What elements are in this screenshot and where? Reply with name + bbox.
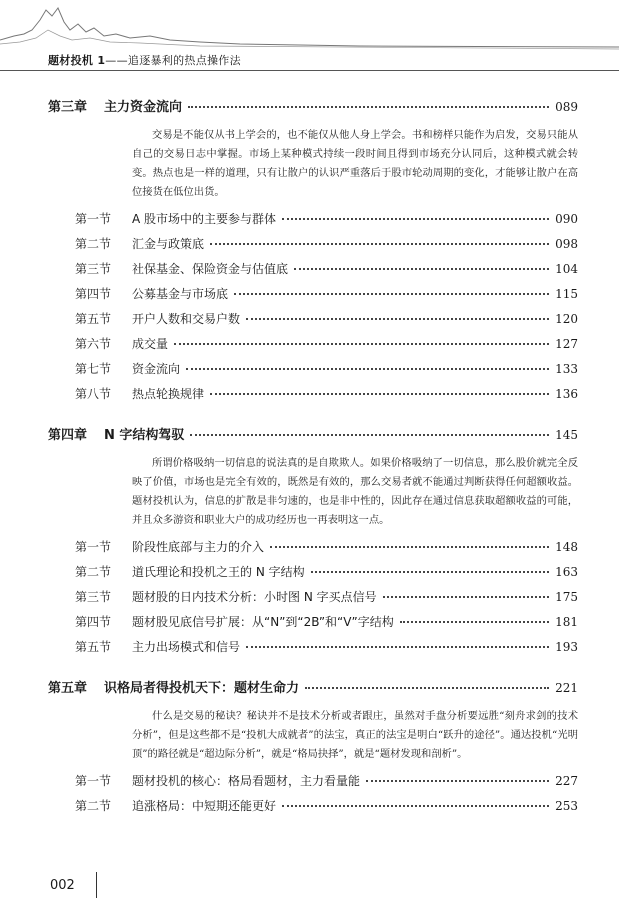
- chapter-entry[interactable]: [48, 677, 578, 701]
- chapter-number: 第三章: [48, 100, 88, 115]
- dot-leader: [174, 343, 549, 345]
- section-entry[interactable]: [48, 538, 578, 563]
- section-title: 题材股的日内技术分析：小时图 N 字买点信号: [132, 590, 377, 604]
- header-rule: [0, 70, 619, 71]
- chapter-title: N 字结构驾驭: [104, 428, 185, 443]
- section-page: 090: [555, 212, 578, 226]
- section-page: 175: [555, 590, 578, 604]
- section-entry[interactable]: [48, 310, 578, 335]
- section-title: 社保基金、保险资金与估值底: [132, 262, 289, 276]
- section-number: 第一节: [75, 212, 112, 226]
- section-page: 148: [555, 540, 578, 554]
- section-page: 163: [555, 565, 578, 579]
- chapter-number: 第五章: [48, 681, 88, 696]
- section-title: 热点轮换规律: [132, 387, 205, 401]
- section-entry[interactable]: [48, 385, 578, 410]
- chapter-intro: 所谓价格吸纳一切信息的说法真的是自欺欺人。如果价格吸纳了一切信息，那么股价就完全反映了价值，市场也是完全有效的，既然是有效的，那么交易者就不能通过判断获得任何超额收益。题材投机认为，信息的扩散是非匀速的，也是非中性的，因此存在通过信息获取超额收益的可能，并且众多游资和职业大户的成功经历也一再表明这一点。: [132, 457, 578, 526]
- section-entry[interactable]: [48, 235, 578, 260]
- running-header: [48, 52, 241, 68]
- section-title: 汇金与政策底: [132, 237, 205, 251]
- page-number: 002: [50, 878, 75, 893]
- dot-leader: [400, 621, 549, 623]
- chapter-intro: 交易是不能仅从书上学会的，也不能仅从他人身上学会。书和榜样只能作为启发，交易只能从自己的交易日志中掌握。市场上某种模式持续一段时间且得到市场充分认同后，这种模式就会转变。热点也是一样的道理，只有让散户的认识严重落后于股市轮动周期的变化，才能够让散户在高位接货在低位出货。: [132, 129, 578, 198]
- section-number: 第一节: [75, 774, 112, 788]
- dot-leader: [305, 687, 549, 689]
- dot-leader: [186, 368, 549, 370]
- section-title: 资金流向: [132, 362, 181, 376]
- section-number: 第二节: [75, 799, 112, 813]
- section-page: 115: [555, 287, 578, 301]
- section-entry[interactable]: [48, 335, 578, 360]
- section-page: 136: [555, 387, 578, 401]
- section-title: 公募基金与市场底: [132, 287, 229, 301]
- dot-leader: [270, 546, 549, 548]
- book-title: 题材投机 1: [48, 54, 106, 67]
- section-page: 127: [555, 337, 578, 351]
- section-page: 120: [555, 312, 578, 326]
- section-number: 第二节: [75, 565, 112, 579]
- section-entry[interactable]: [48, 638, 578, 663]
- dot-leader: [246, 646, 549, 648]
- section-page: 133: [555, 362, 578, 376]
- section-number: 第八节: [75, 387, 112, 401]
- dot-leader: [234, 293, 549, 295]
- chapter-entry[interactable]: [48, 96, 578, 120]
- section-title: 题材股见底信号扩展：从“N”到“2B”和“V”字结构: [132, 615, 394, 629]
- section-entry[interactable]: [48, 613, 578, 638]
- dot-leader: [188, 106, 549, 108]
- section-number: 第二节: [75, 237, 112, 251]
- chapter-page: 145: [555, 428, 578, 442]
- chapter-number: 第四章: [48, 428, 88, 443]
- section-number: 第三节: [75, 262, 112, 276]
- dot-leader: [366, 780, 549, 782]
- table-of-contents: [48, 96, 578, 822]
- dot-leader: [210, 393, 549, 395]
- section-number: 第四节: [75, 287, 112, 301]
- section-page: 181: [555, 615, 578, 629]
- dot-leader: [246, 318, 549, 320]
- chapter-title: 识格局者得投机天下：题材生命力: [104, 681, 300, 696]
- section-entry[interactable]: [48, 588, 578, 613]
- chapter-title: 主力资金流向: [104, 100, 183, 115]
- dot-leader: [282, 218, 549, 220]
- header-mountain-art: [0, 0, 619, 60]
- section-title: A 股市场中的主要参与群体: [132, 212, 277, 226]
- section-page: 253: [555, 799, 578, 813]
- chapter-entry[interactable]: [48, 424, 578, 448]
- section-page: 098: [555, 237, 578, 251]
- chapter-intro: 什么是交易的秘诀？秘诀并不是技术分析或者跟庄，虽然对手盘分析要远胜“刻舟求剑的技术分析”，但是这些都不是“投机大成就者”的法宝，真正的法宝是明白“跃升的途径”。通达投机“光明顶”的路径就是“超边际分析”，就是“格局抉择”，就是“题材发现和剖析”。: [132, 710, 578, 760]
- section-number: 第一节: [75, 540, 112, 554]
- dot-leader: [190, 434, 549, 436]
- section-entry[interactable]: [48, 260, 578, 285]
- section-number: 第七节: [75, 362, 112, 376]
- section-title: 开户人数和交易户数: [132, 312, 241, 326]
- section-page: 227: [555, 774, 578, 788]
- section-page: 193: [555, 640, 578, 654]
- dot-leader: [311, 571, 549, 573]
- chapter-page: 221: [555, 681, 578, 695]
- section-title: 题材投机的核心：格局看题材，主力看量能: [132, 774, 361, 788]
- dot-leader: [282, 805, 549, 807]
- section-number: 第五节: [75, 312, 112, 326]
- section-title: 主力出场模式和信号: [132, 640, 241, 654]
- section-title: 追涨格局：中短期还能更好: [132, 799, 277, 813]
- chapter-page: 089: [555, 100, 578, 114]
- dot-leader: [294, 268, 549, 270]
- section-number: 第六节: [75, 337, 112, 351]
- section-entry[interactable]: [48, 563, 578, 588]
- section-entry[interactable]: [48, 797, 578, 822]
- dot-leader: [210, 243, 549, 245]
- section-title: 阶段性底部与主力的介入: [132, 540, 265, 554]
- section-entry[interactable]: [48, 360, 578, 385]
- section-entry[interactable]: [48, 210, 578, 235]
- book-subtitle: ——追逐暴利的热点操作法: [105, 54, 241, 67]
- section-number: 第三节: [75, 590, 112, 604]
- section-entry[interactable]: [48, 772, 578, 797]
- section-number: 第四节: [75, 615, 112, 629]
- section-entry[interactable]: [48, 285, 578, 310]
- footer-divider: [96, 872, 97, 898]
- section-number: 第五节: [75, 640, 112, 654]
- dot-leader: [383, 596, 549, 598]
- section-page: 104: [555, 262, 578, 276]
- section-title: 道氏理论和投机之王的 N 字结构: [132, 565, 305, 579]
- section-title: 成交量: [132, 337, 169, 351]
